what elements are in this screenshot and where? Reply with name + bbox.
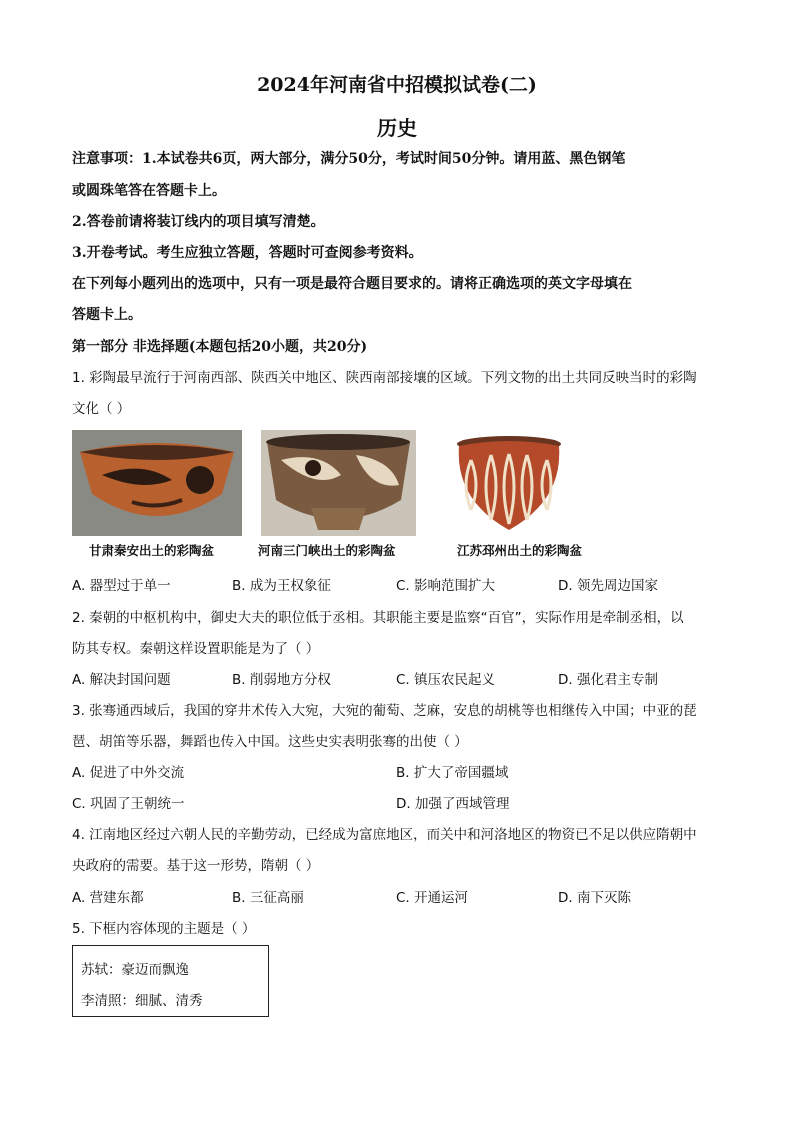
q5-quote-line-1: 苏轼：豪迈而飘逸 [81,962,189,978]
q3-option-a: A. 促进了中外交流 [72,765,185,781]
q3-stem-line-1: 3. 张骞通西域后，我国的穿井术传入大宛，大宛的葡萄、芝麻，安息的胡桃等也相继传入中国；中亚的琵 [72,703,697,719]
q2-option-a: A. 解决封国问题 [72,672,171,688]
notice-item-3: 3.开卷考试。考生应独立答题，答题时可查阅参考资料。 [72,245,423,261]
notice-line-1: 注意事项：1.本试卷共6页，两大部分，满分50分，考试时间50分钟。请用蓝、黑色钢笔 [72,151,626,167]
q5-quote-line-2: 李清照：细腻、清秀 [81,993,203,1009]
q4-stem-line-2: 央政府的需要。基于这一形势，隋朝（ ） [72,858,320,874]
q2-option-c: C. 镇压农民起义 [396,672,496,688]
instruction-line-1: 在下列每小题列出的选项中，只有一项是最符合题目要求的。请将正确选项的英文字母填在 [72,276,632,292]
q5-quote-box [72,945,269,1017]
q4-option-a: A. 营建东都 [72,890,144,906]
pottery-basin-image-gansu [72,430,242,536]
caption-jiangsu: 江苏邳州出土的彩陶盆 [457,543,583,558]
instruction-line-2: 答题卡上。 [72,307,142,323]
q1-stem-line-2: 文化（ ） [72,401,131,417]
q1-option-d: D. 领先周边国家 [558,578,658,594]
section-heading: 第一部分 非选择题(本题包括20小题，共20分) [72,339,368,355]
q3-stem-line-2: 琶、胡笛等乐器，舞蹈也传入中国。这些史实表明张骞的出使（ ） [72,734,468,750]
q1-option-a: A. 器型过于单一 [72,578,171,594]
notice-line-2: 或圆珠笔答在答题卡上。 [72,183,226,199]
pottery-basin-image-jiangsu [451,430,567,536]
caption-henan: 河南三门峡出土的彩陶盆 [258,543,396,558]
caption-gansu: 甘肃秦安出土的彩陶盆 [89,543,215,558]
q1-option-b: B. 成为王权象征 [232,578,331,594]
q3-option-b: B. 扩大了帝国疆域 [396,765,509,781]
q4-option-c: C. 开通运河 [396,890,469,906]
q4-option-b: B. 三征高丽 [232,890,304,906]
q4-stem-line-1: 4. 江南地区经过六朝人民的辛勤劳动，已经成为富庶地区，而关中和河洛地区的物资已不足以供应隋朝中 [72,827,697,843]
exam-title: 2024年河南省中招模拟试卷(二) [257,74,537,96]
q2-stem-line-1: 2. 秦朝的中枢机构中，御史大夫的职位低于丞相。其职能主要是监察“百官”，实际作用是牵制丞相，以 [72,610,684,626]
q1-stem-line-1: 1. 彩陶最早流行于河南西部、陕西关中地区、陕西南部接壤的区域。下列文物的出土共同反映当时的彩陶 [72,370,697,386]
q3-option-c: C. 巩固了王朝统一 [72,796,185,812]
q5-stem: 5. 下框内容体现的主题是（ ） [72,921,256,937]
q4-option-d: D. 南下灭陈 [558,890,631,906]
subject-title: 历史 [377,116,417,140]
q3-option-d: D. 加强了西域管理 [396,796,510,812]
notice-item-2: 2.答卷前请将装订线内的项目填写清楚。 [72,214,325,230]
q2-option-b: B. 削弱地方分权 [232,672,331,688]
q1-option-c: C. 影响范围扩大 [396,578,496,594]
pottery-basin-image-henan [261,430,416,536]
q2-option-d: D. 强化君主专制 [558,672,658,688]
q2-stem-line-2: 防其专权。秦朝这样设置职能是为了（ ） [72,641,320,657]
